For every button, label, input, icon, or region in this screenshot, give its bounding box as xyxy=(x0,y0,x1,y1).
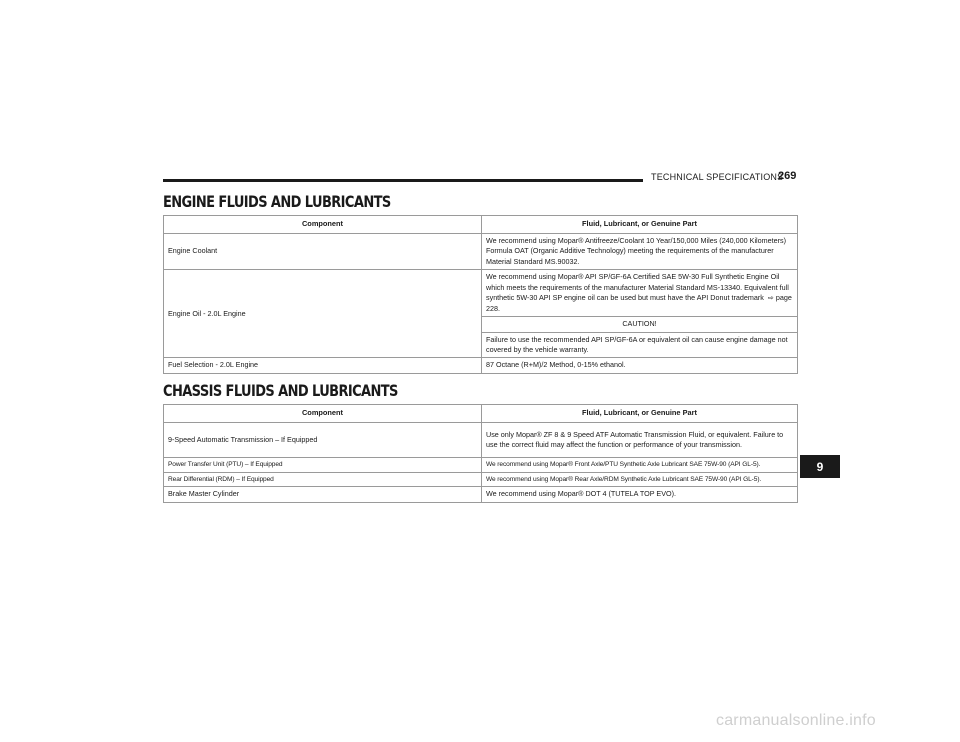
component-cell: Engine Coolant xyxy=(164,234,482,270)
table-row xyxy=(164,234,798,270)
fluid-cell: Use only Mopar® ZF 8 & 9 Speed ATF Automatic Transmission Fluid, or equivalent. Failure to use the correct fluid may affect the function or performance of your transmission. xyxy=(482,423,798,458)
table-row xyxy=(164,458,798,473)
chapter-tab: 9 xyxy=(800,455,840,478)
running-header-title: TECHNICAL SPECIFICATIONS xyxy=(651,172,784,182)
table-row xyxy=(164,423,798,458)
component-cell: Power Transfer Unit (PTU) – If Equipped xyxy=(164,458,482,473)
component-cell: Brake Master Cylinder xyxy=(164,487,482,502)
column-header-fluid: Fluid, Lubricant, or Genuine Part xyxy=(482,405,798,423)
component-cell: Engine Oil - 2.0L Engine xyxy=(164,270,482,358)
component-cell: 9-Speed Automatic Transmission – If Equipped xyxy=(164,423,482,458)
table-row xyxy=(164,270,798,317)
fluid-cell: 87 Octane (R+M)/2 Method, 0-15% ethanol. xyxy=(482,358,798,373)
page-number: 269 xyxy=(778,170,797,182)
table-row xyxy=(164,358,798,373)
column-header-component: Component xyxy=(164,216,482,234)
table-row xyxy=(164,487,798,502)
table-header-row xyxy=(164,216,798,234)
column-header-component: Component xyxy=(164,405,482,423)
caution-label: CAUTION! xyxy=(482,317,798,332)
fluid-cell: We recommend using Mopar® Antifreeze/Coolant 10 Year/150,000 Miles (240,000 Kilometers) Formula OAT (Organic Additive Technology) meeting the requirements of the manufacturer Material Standard MS.90032. xyxy=(482,234,798,270)
page-reference-link[interactable]: page 228. xyxy=(486,293,792,313)
caution-text: Failure to use the recommended API SP/GF-6A or equivalent oil can cause engine damage not covered by the vehicle warranty. xyxy=(482,332,798,358)
page-reference-arrow-icon: ⇨ xyxy=(767,293,774,303)
table-row xyxy=(164,472,798,487)
fluid-cell: We recommend using Mopar® Rear Axle/RDM Synthetic Axle Lubricant SAE 75W-90 (API GL-5). xyxy=(482,472,798,487)
fluid-cell: We recommend using Mopar® DOT 4 (TUTELA TOP EVO). xyxy=(482,487,798,502)
chassis-fluids-table xyxy=(163,404,798,503)
column-header-fluid: Fluid, Lubricant, or Genuine Part xyxy=(482,216,798,234)
chassis-section-title: CHASSIS FLUIDS AND LUBRICANTS xyxy=(163,382,398,401)
header-rule xyxy=(163,179,643,182)
table-header-row xyxy=(164,405,798,423)
engine-fluids-table xyxy=(163,215,798,374)
component-cell: Fuel Selection - 2.0L Engine xyxy=(164,358,482,373)
component-cell: Rear Differential (RDM) – If Equipped xyxy=(164,472,482,487)
fluid-cell: We recommend using Mopar® Front Axle/PTU Synthetic Axle Lubricant SAE 75W-90 (API GL-5). xyxy=(482,458,798,473)
watermark-text: carmanualsonline.info xyxy=(716,712,876,729)
engine-section-title: ENGINE FLUIDS AND LUBRICANTS xyxy=(163,193,391,212)
fluid-text: We recommend using Mopar® API SP/GF-6A Certified SAE 5W-30 Full Synthetic Engine Oil which meets the requirements of the manufacturer Material Standard MS-13340. Equivalent full synthetic 5W-30 API SP engine oil can be used but must have the API Donut trademark xyxy=(486,272,789,303)
fluid-cell xyxy=(482,270,798,317)
